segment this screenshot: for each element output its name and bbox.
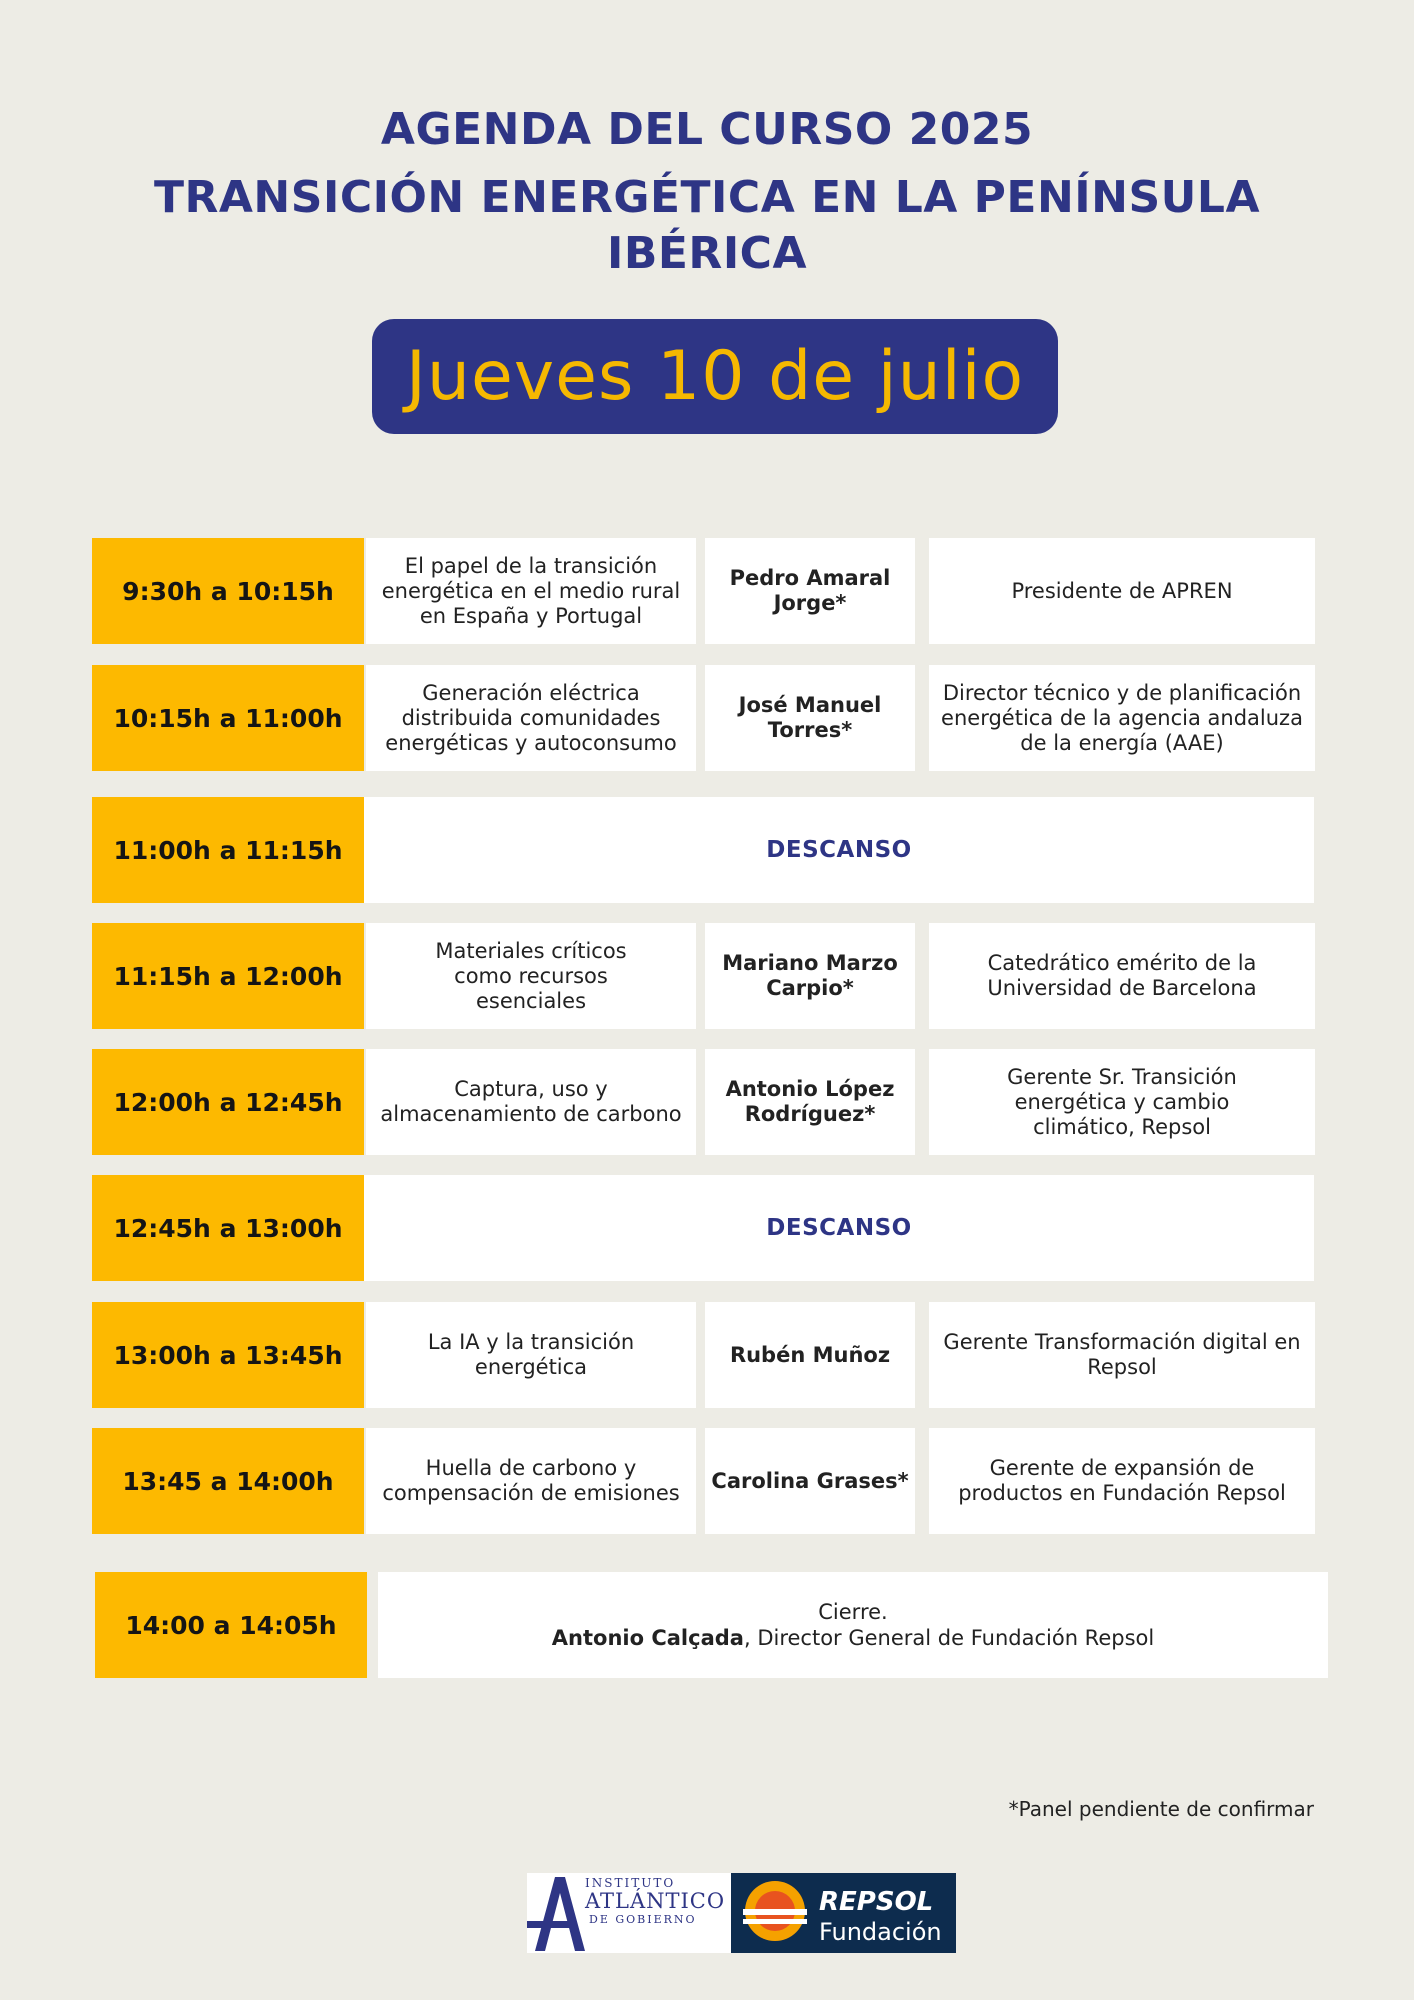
time-label: 11:15h a 12:00h — [113, 961, 343, 991]
course-title: TRANSICIÓN ENERGÉTICA EN LA PENÍNSULA IBÉRICA — [153, 172, 1261, 279]
time-slot — [92, 797, 364, 903]
speaker-text: Pedro Amaral Jorge* — [729, 566, 891, 615]
logo-ia-mid: ATLÁNTICO — [585, 1889, 726, 1913]
date-label: Jueves 10 de julio — [405, 337, 1025, 416]
topic-cell — [366, 538, 696, 644]
date-badge — [372, 319, 1058, 434]
time-slot — [92, 1428, 364, 1534]
topic-text: Huella de carbono y compensación de emisiones — [382, 1456, 680, 1505]
speaker-cell — [705, 538, 915, 644]
time-slot — [92, 1049, 364, 1155]
time-label: 13:00h a 13:45h — [113, 1340, 343, 1370]
break-label: DESCANSO — [766, 836, 912, 863]
speaker-cell — [705, 665, 915, 771]
speaker-cell — [705, 1302, 915, 1408]
role-text: Gerente Transformación digital en Repsol — [943, 1330, 1301, 1379]
closing-time-label: 14:00 a 14:05h — [125, 1610, 337, 1640]
topic-text: Materiales críticos como recursos esenciales — [435, 938, 627, 1013]
repsol-fundacion-logo — [731, 1873, 956, 1953]
closing-line1: Cierre. — [818, 1600, 888, 1624]
role-cell — [929, 665, 1315, 771]
closing-cell — [378, 1572, 1328, 1678]
role-cell — [929, 923, 1315, 1029]
speaker-cell — [705, 923, 915, 1029]
topic-cell — [366, 1428, 696, 1534]
agenda-title: AGENDA DEL CURSO 2025 — [380, 104, 1034, 155]
time-slot — [92, 665, 364, 771]
speaker-cell — [705, 1428, 915, 1534]
role-cell — [929, 1302, 1315, 1408]
break-cell — [364, 797, 1314, 903]
time-slot — [92, 1175, 364, 1281]
topic-text: La IA y la transición energética — [427, 1330, 635, 1379]
topic-text: El papel de la transición energética en el medio rural en España y Portugal — [381, 553, 681, 628]
topic-cell — [366, 923, 696, 1029]
topic-text: Captura, uso y almacenamiento de carbono — [380, 1077, 682, 1126]
time-label: 9:30h a 10:15h — [122, 576, 334, 606]
time-label: 13:45 a 14:00h — [122, 1466, 334, 1496]
topic-cell — [366, 1049, 696, 1155]
time-slot — [92, 1302, 364, 1408]
time-label: 11:00h a 11:15h — [113, 835, 343, 865]
speaker-text: Antonio López Rodríguez* — [725, 1077, 895, 1126]
logo-repsol-bottom: Fundación — [819, 1918, 942, 1946]
role-text: Director técnico y de planificación energética de la agencia andaluza de la energía (AAE) — [941, 680, 1303, 755]
topic-cell — [366, 1302, 696, 1408]
instituto-atlantico-logo — [527, 1873, 731, 1953]
role-text: Catedrático emérito de la Universidad de Barcelona — [987, 951, 1257, 1000]
logo-repsol-top: REPSOL — [819, 1887, 934, 1917]
time-slot — [92, 538, 364, 644]
time-slot — [92, 923, 364, 1029]
role-cell — [929, 1428, 1315, 1534]
speaker-text: José Manuel Torres* — [738, 693, 882, 742]
closing-name: Antonio Calçada — [551, 1626, 744, 1650]
speaker-text: Carolina Grases* — [711, 1468, 909, 1493]
time-label: 12:45h a 13:00h — [113, 1213, 343, 1243]
role-text: Gerente de expansión de productos en Fundación Repsol — [958, 1456, 1286, 1505]
role-cell — [929, 538, 1315, 644]
repsol-flame-icon — [741, 1873, 811, 1953]
closing-time — [95, 1572, 367, 1678]
role-text: Gerente Sr. Transición energética y cambio climático, Repsol — [1007, 1064, 1237, 1139]
speaker-text: Rubén Muñoz — [729, 1342, 891, 1367]
topic-cell — [366, 665, 696, 771]
role-text: Presidente de APREN — [1011, 578, 1233, 603]
footnote: *Panel pendiente de confirmar — [1008, 1797, 1314, 1821]
speaker-cell — [705, 1049, 915, 1155]
speaker-text: Mariano Marzo Carpio* — [722, 951, 898, 1000]
role-cell — [929, 1049, 1315, 1155]
break-label: DESCANSO — [766, 1214, 912, 1241]
topic-text: Generación eléctrica distribuida comunidades energéticas y autoconsumo — [385, 680, 677, 755]
break-cell — [364, 1175, 1314, 1281]
time-label: 12:00h a 12:45h — [113, 1087, 343, 1117]
logo-ia-bottom: DE GOBIERNO — [589, 1913, 697, 1926]
logo-ia-top: INSTITUTO — [585, 1876, 676, 1890]
closing-rest: , Director General de Fundación Repsol — [743, 1626, 1155, 1650]
time-label: 10:15h a 11:00h — [113, 703, 343, 733]
